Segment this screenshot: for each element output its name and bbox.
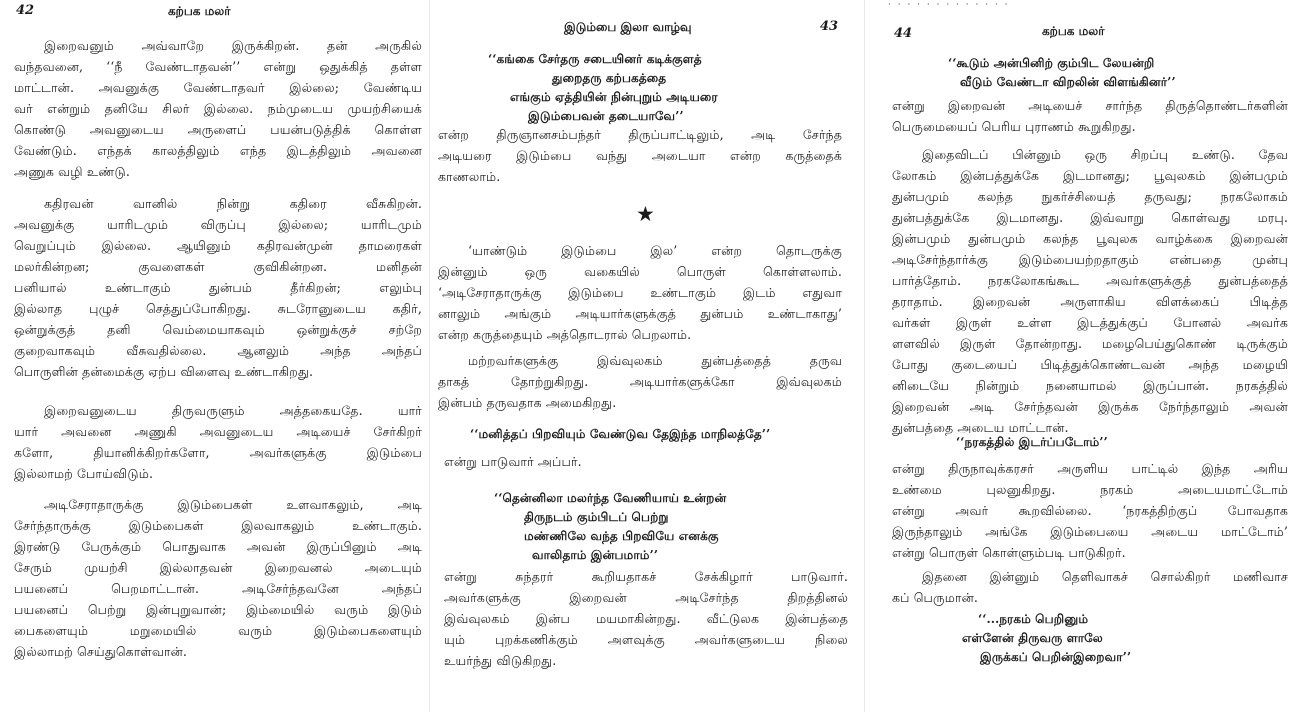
text-line: என்று பொருள் கொள்ளும்படி பாடுகிறர். (892, 545, 1126, 560)
text-line: இல்லாமற் செய்துகொள்வான். (14, 644, 187, 659)
verse-line: எங்கும் ஏத்தியின் நின்புறும் அடியரை (510, 90, 718, 104)
paragraph (14, 494, 422, 662)
scan-artifact: · · · · · · · · · · · · · (888, 0, 1010, 10)
quote-line: ‘‘மனித்தப் பிறவியும் வேண்டுவ தேஇந்த மாநிலத்தே’’ (470, 427, 771, 441)
verse-quote (962, 610, 1131, 667)
text-line: என்று சுந்தரர் கூறியதாகச் சேக்கிழார் பாடுவார். (444, 569, 848, 584)
text-line: இன்னும் ஒரு வகையில் பொருள் கொள்ளலாம். (438, 264, 842, 279)
text-line: இல்லாத புழுச் செத்துப்போகிறது. சுடரோனுடைய கதிர், (14, 301, 422, 316)
text-line: பார்த்தோம். நரகலோகங்கூட அவர்களுக்குத் துன்பத்தைத் (892, 273, 1288, 288)
text-line: உண்மை புலனுகிறது. நரகம் அடையமாட்டோம் (892, 482, 1288, 497)
verse-quote (488, 50, 718, 126)
text-line: அடிசேர்ந்தார்க்கு இடும்பையற்றதாகும் என்பதை முன்பு (892, 252, 1288, 267)
text-line: லோகம் இன்பத்துக்கே இடமானது; பூவுலகம் இன்பமும் (892, 168, 1288, 183)
text-line: துன்பமும் கலந்த நுகர்ச்சியைத் தருவது; நரகலோகம் (892, 189, 1288, 204)
text-line: ஒன்றுக்குத் தனி வெம்மையாகவும் ஒன்றுக்குச் சற்றே (14, 322, 422, 337)
text-line: இறைவனும் அவ்வாறே இருக்கிறன். தன் அருகில் (44, 38, 422, 53)
text-line: கொண்டு அவனுடைய அருளைப் பயன்படுத்திக் கொள்ள (14, 122, 422, 137)
text-line: இதைவிடப் பின்னும் ஒரு சிறப்பு உண்டு. தேவ (922, 147, 1288, 162)
paragraph (444, 566, 848, 671)
verse-line: இடும்பைவன் தடையாவே’’ (528, 109, 684, 123)
text-line: கப் பெருமான். (892, 590, 979, 605)
section-star-icon: ★ (636, 202, 655, 226)
text-line: யார் அவனை அணுகி அவனுடைய அடியைச் சேர்கிறர் (14, 424, 422, 439)
text-line: வர் என்றும் தனியே சிலர் இல்லை. நம்முடைய முயற்சியைக் (14, 101, 422, 116)
text-line: இரண்டு பேருக்கும் பொதுவாக அவன் இருப்பினும் அடி (14, 539, 422, 554)
text-line: பொருளின் தன்மைக்கு ஏற்ப விளைவு உண்டாகிறது. (14, 364, 314, 379)
text-line: என்று திருநாவுக்கரசர் அருளிய பாட்டில் இந்த அரிய (892, 461, 1288, 476)
text-line: இதனை இன்னும் தெளிவாகச் சொல்கிறர் மணிவாச (922, 569, 1288, 584)
page-42 (0, 0, 428, 712)
text-line: வெறுப்பும் இல்லை. ஆயினும் கதிரவன்முன் தாமரைகள் (14, 238, 422, 253)
text-line: காணலாம். (438, 169, 501, 184)
page-number: 42 (16, 3, 35, 18)
quote-line: ‘‘நரகத்தில் இடர்ப்படோம்’’ (956, 435, 1108, 449)
verse-line: வீடும் வேண்டா விறலின் விளங்கினர்’’ (960, 75, 1176, 89)
text-line: இவ்வுலகம் இன்ப மயமாகின்றது. வீட்டுலக இன்பத்தை (444, 611, 848, 626)
running-header: கற்பக மலர் (1042, 24, 1105, 38)
text-line: னிடையே நின்றும் நனையாமல் இருப்பான். நரகத்தில் (892, 378, 1288, 393)
verse-quote (494, 489, 726, 565)
verse-line: ‘‘தென்னிலா மலர்ந்த வேணியாய் உன்றன் (494, 491, 727, 505)
running-header: கற்பக மலர் (168, 4, 231, 18)
text-line: ளளவில் இருள் தோன்றாது. மழைபெய்துகொண் டிருக்கும் (892, 336, 1288, 351)
text-line: பயனைப் பெறமாட்டான். அடிசேர்ந்தவனே அந்தப் (14, 581, 422, 596)
verse-line: ‘‘கூடும் அன்பினிற் கும்பிட லேயன்றி (948, 56, 1155, 70)
page-number: 43 (820, 19, 839, 34)
text-line: தராதாம். இறைவன் அருளாகிய விளக்கைப் பிடித்த (892, 294, 1288, 309)
text-line: வந்தவனை, ‘‘நீ வேண்டாதவன்’’ என்று ஒதுக்கித் தள்ள (14, 59, 422, 74)
page-number: 44 (894, 26, 913, 41)
text-line: குறைவாகவும் வீசுவதில்லை. ஆனலும் அந்த அந்தப் (14, 343, 422, 358)
text-line: இறைவன் அடி சேர்ந்தவன் இருக்க நேர்ந்தாலும் அவன் (892, 399, 1288, 414)
paragraph (14, 35, 422, 182)
text-line: என்று பாடுவார் அப்பர். (444, 454, 582, 469)
text-line: பெருமையைப் பெரிய புராணம் கூறுகிறது. (892, 119, 1136, 134)
paragraph (444, 451, 842, 472)
text-line: கதிரவன் வானில் நின்று கதிரை வீசுகிறன். (44, 196, 422, 211)
paragraph (438, 240, 842, 345)
text-line: என்று அவர் கூறவில்லை. ‘நரகத்திற்குப் போவதாக (892, 503, 1288, 518)
verse-line: மண்ணிலே வந்த பிறவியே எனக்கு (524, 529, 719, 543)
text-line: னாலும் அங்கும் அடியார்களுக்குத் துன்பம் உண்டாகாது’ (438, 306, 842, 321)
paragraph (892, 144, 1288, 438)
text-line: சேரும் முயற்சி இல்லாதவன் இறைவனல் அடையும் (14, 560, 422, 575)
page-44 (866, 0, 1298, 712)
text-line: ‘யாண்டும் இடும்பை இல’ என்ற தொடருக்கு (468, 243, 842, 258)
paragraph (14, 193, 422, 382)
text-line: என்று இறைவன் அடியைச் சார்ந்த திருத்தொண்டர்களின் (892, 98, 1288, 113)
paragraph (892, 566, 1288, 608)
text-line: உயர்ந்து விடுகிறது. (444, 653, 557, 668)
text-line: அடியரை இடும்பை வந்து அடையா என்ற கருத்தைக் (438, 148, 842, 163)
paragraph (14, 400, 422, 484)
text-line: தாகத் தோற்றுகிறது. அடியார்களுக்கோ இவ்வுலகம் (438, 374, 842, 389)
text-line: பயனைப் பெற்று இன்புறுவான்; இம்மையில் வரும் இடும் (14, 602, 422, 617)
paragraph (892, 95, 1288, 137)
paragraph (438, 350, 842, 413)
running-header: இடும்பை இலா வாழ்வு (564, 20, 692, 34)
paragraph (438, 124, 842, 187)
text-line: சேர்ந்தாருக்கு இடும்பைகள் இலவாகலும் உண்டாகும். (14, 518, 422, 533)
verse-line: எள்ளேன் திருவரு ளாலே (962, 631, 1103, 645)
text-line: போது குடையைப் பிடித்துக்கொண்டவன் அந்த மழையி (892, 357, 1288, 372)
paragraph (892, 458, 1288, 563)
verse-line: ‘‘...நரகம் பெறினும் (978, 612, 1089, 626)
verse-line: திருநடம் கும்பிடப் பெற்று (524, 510, 669, 524)
text-line: யும் புறக்கணிக்கும் அளவுக்கு அவர்களுடைய நிலை (444, 632, 848, 647)
verse-quote (948, 54, 1176, 92)
text-line: துன்பத்துக்கே இடமானது. இவ்வாறு கொள்வது மரபு. (892, 210, 1288, 225)
text-line: மாட்டான். அவனுக்கு வேண்டாதவர் இல்லை; வேண்டிய (14, 80, 422, 95)
text-line: இருந்தாலும் அங்கே இடும்பையை அடைய மாட்டோம்’ (892, 524, 1288, 539)
text-line: என்ற திருஞானசம்பந்தர் திருப்பாட்டிலும், அடி சேர்ந்த (438, 127, 842, 142)
text-line: களோ, தியானிக்கிறர்களோ, அவர்களுக்கு இடும்பை (14, 445, 422, 460)
text-line: ‘அடிசேராதாருக்கு இடும்பை உண்டாகும் இடம் எதுவா (438, 285, 842, 300)
verse-line: துறைதரு கற்பகத்தை (552, 71, 667, 85)
text-line: மலர்கின்றன; குவளைகள் குவிகின்றன. மனிதன் (14, 259, 422, 274)
text-line: துன்பத்தை அடைய மாட்டான். (892, 420, 1069, 435)
page-gutter (864, 0, 865, 712)
text-line: அணுக வழி உண்டு. (14, 164, 130, 179)
text-line: பைகளையும் மறுமையில் வரும் இடும்பைகளையும் (14, 623, 422, 638)
text-line: இல்லாமற் போய்விடும். (14, 466, 154, 481)
text-line: இறைவனுடைய திருவருளும் அத்தகையதே. யார் (44, 403, 422, 418)
page-43 (428, 0, 860, 712)
text-line: என்ற கருத்தையும் அத்தொடரால் பெறலாம். (438, 327, 692, 342)
text-line: அடிசேராதாருக்கு இடும்பைகள் உளவாகலும், அடி (44, 497, 422, 512)
verse-line: இருக்கப் பெறின்இறைவா’’ (980, 650, 1132, 664)
text-line: அவனுக்கு யாரிடமும் விருப்பு இல்லை; யாரிடமும் (14, 217, 422, 232)
text-line: வேண்டும். எந்தக் காலத்திலும் எந்த இடத்திலும் அவனை (14, 143, 422, 158)
text-line: வர்கள் இருள் உள்ள இடத்துக்குப் போனல் அவர்க (892, 315, 1288, 330)
text-line: பனியால் உண்டாகும் துன்பம் தீர்கிறன்; எலும்பு (14, 280, 422, 295)
text-line: இன்பம் தருவதாக அமைகிறது. (438, 395, 617, 410)
verse-line: ‘‘கங்கை சேர்தரு சடையினர் கடிக்குளத் (488, 52, 702, 66)
text-line: இன்பமும் துன்பமும் கலந்த பூவுலக வாழ்க்கை இறைவன் (892, 231, 1288, 246)
text-line: மற்றவர்களுக்கு இவ்வுலகம் துன்பத்தைத் தருவ (468, 353, 842, 368)
text-line: அவர்களுக்கு இறைவன் அடிசேர்ந்த திறத்தினல் (444, 590, 848, 605)
verse-line: வாலிதாம் இன்பமாம்’’ (532, 548, 659, 562)
